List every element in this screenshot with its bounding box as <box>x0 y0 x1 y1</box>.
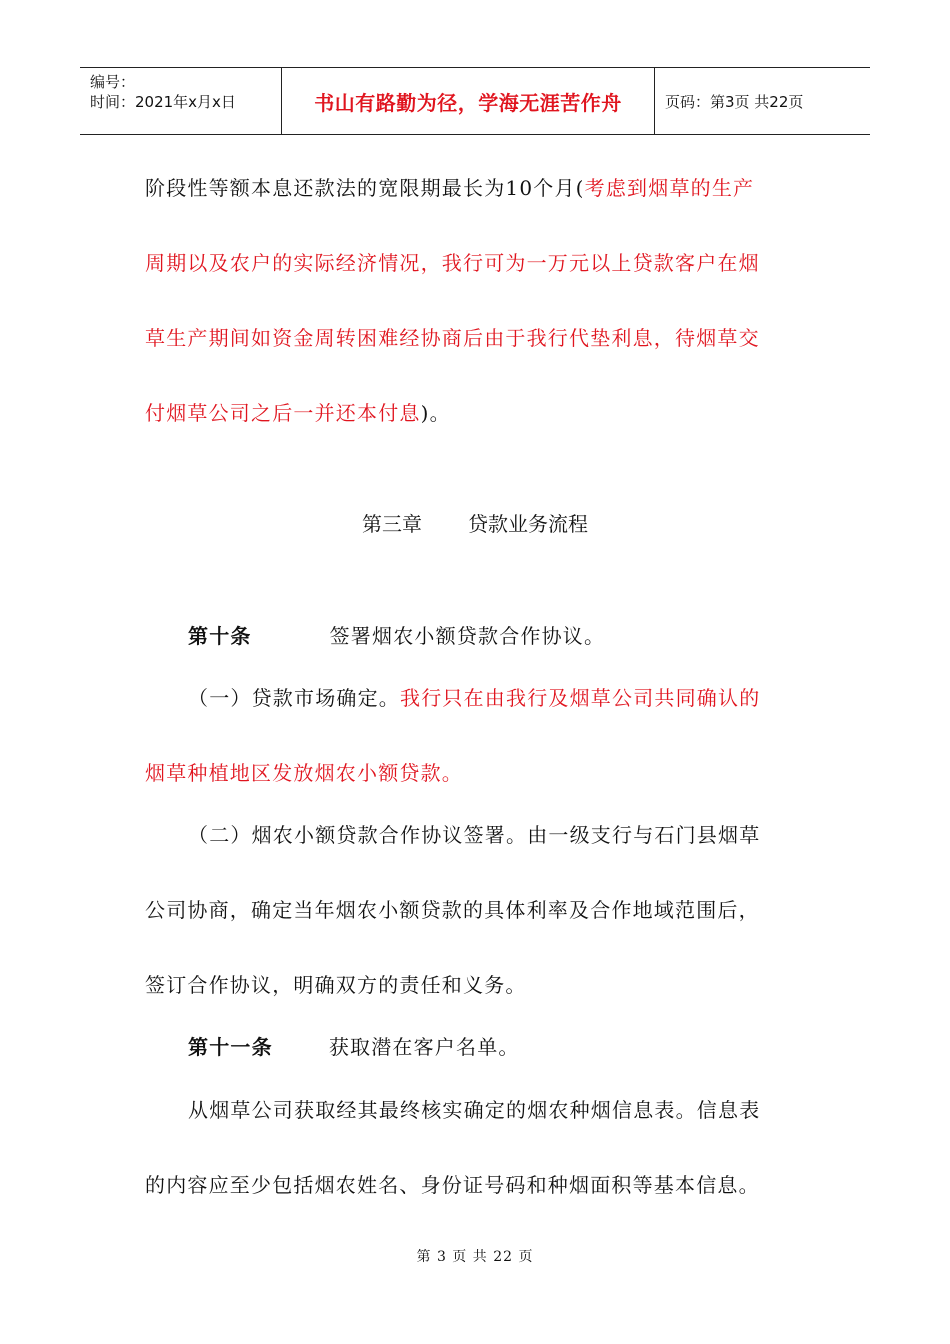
article-text: 签署烟农小额贷款合作协议。 <box>329 624 606 648</box>
header-meta-cell <box>80 68 282 134</box>
item-text: （一）贷款市场确定。 <box>188 686 400 710</box>
header-page-info: 页码：第3页 共22页 <box>665 92 804 111</box>
paragraph-line: 的内容应至少包括烟农姓名、身份证号码和种烟面积等基本信息。 <box>145 1173 760 1197</box>
highlight-span: 我行只在由我行及烟草公司共同确认的 <box>400 686 761 710</box>
item-1-line-2: 烟草种植地区发放烟农小额贷款。 <box>145 761 463 785</box>
text-span: )。 <box>420 401 451 425</box>
article-11-line <box>188 1031 520 1060</box>
page-footer: 第 3 页 共 22 页 <box>416 1249 534 1265</box>
chapter-heading <box>0 508 950 537</box>
document-number-label: 编号： <box>90 73 136 91</box>
item-2-line-3: 签订合作协议，明确双方的责任和义务。 <box>145 973 527 997</box>
item-2-line-2: 公司协商，确定当年烟农小额贷款的具体利率及合作地域范围后， <box>145 898 760 922</box>
header-motto-cell <box>282 68 655 134</box>
header-page-cell <box>655 68 870 134</box>
article-text: 获取潜在客户名单。 <box>328 1035 520 1059</box>
item-1-line <box>188 682 760 711</box>
highlight-span: 付烟草公司之后一并还本付息 <box>145 401 421 425</box>
header-motto: 书山有路勤为径，学海无涯苦作舟 <box>314 90 622 115</box>
document-time-label: 时间：2021年x月x日 <box>90 93 236 111</box>
paragraph-line: 周期以及农户的实际经济情况，我行可为一万元以上贷款客户在烟 <box>145 251 760 275</box>
highlight-span: 考虑到烟草的生产 <box>584 176 755 200</box>
paragraph-line <box>145 397 451 426</box>
item-2-line: （二）烟农小额贷款合作协议签署。由一级支行与石门县烟草 <box>188 823 761 847</box>
chapter-number: 第三章 <box>362 512 422 536</box>
article-label: 第十一条 <box>188 1035 273 1059</box>
paragraph-line: 草生产期间如资金周转困难经协商后由于我行代垫利息，待烟草交 <box>145 326 760 350</box>
document-header <box>80 67 870 135</box>
chapter-title: 贷款业务流程 <box>468 512 588 536</box>
text-span: 阶段性等额本息还款法的宽限期最长为10个月( <box>145 176 585 200</box>
paragraph-line: 从烟草公司获取经其最终核实确定的烟农种烟信息表。信息表 <box>188 1098 761 1122</box>
article-10-line <box>188 620 605 649</box>
paragraph-line <box>145 172 754 201</box>
article-label: 第十条 <box>188 624 252 648</box>
